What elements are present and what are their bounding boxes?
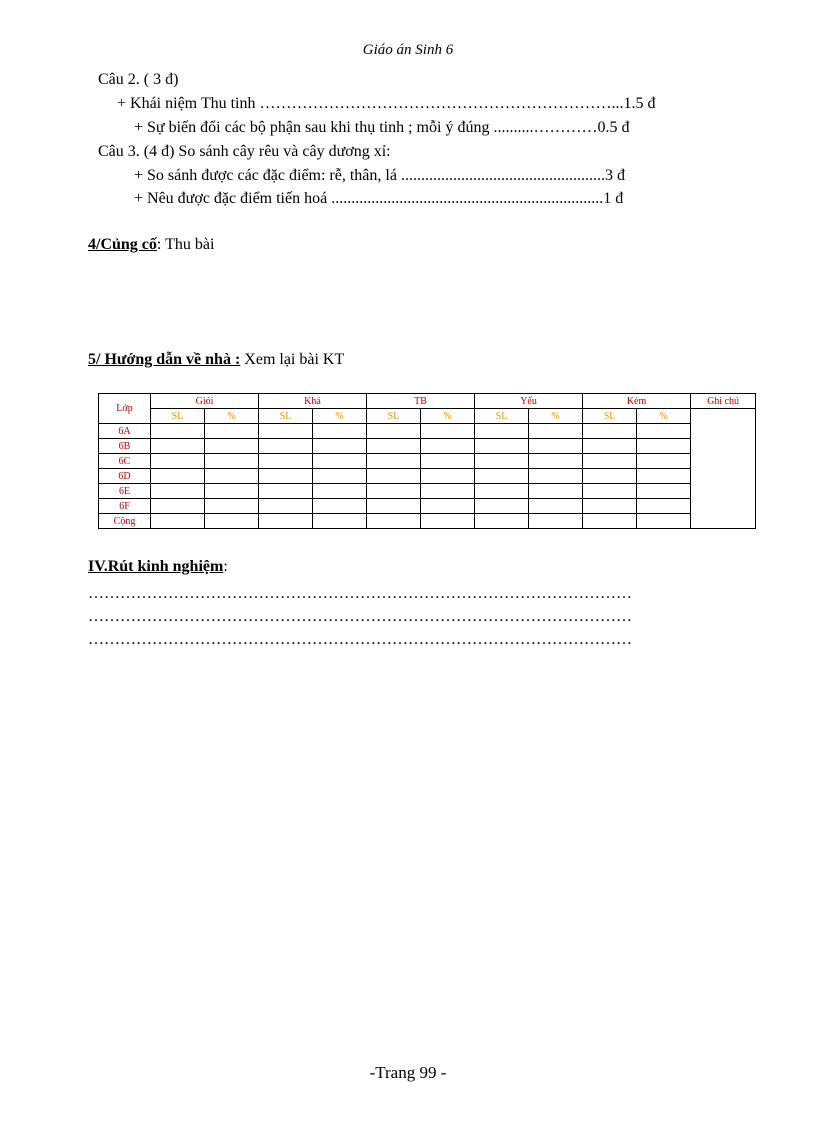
table-row (99, 484, 756, 499)
note-cell (691, 409, 756, 529)
question-2-item-2: + Sự biến đổi các bộ phận sau khi thụ tinh ; mỗi ý đúng ..........…………0.5 đ (134, 119, 630, 136)
question-3-item-1: + So sánh được các đặc điểm: rễ, thân, lá ...................................................3 đ (134, 167, 625, 184)
section-5-heading: 5/ Hướng dẫn về nhà : (88, 351, 241, 368)
question-2-line: Câu 2. ( 3 đ) (98, 71, 179, 88)
section-iv (88, 558, 228, 576)
table-subheader-row (99, 409, 756, 424)
group-header-kha: Khá (259, 394, 367, 409)
row-label: 6E (99, 484, 151, 499)
sub-header-sl: SL (583, 409, 637, 424)
row-label: 6C (99, 454, 151, 469)
question-3-line: Câu 3. (4 đ) So sánh cây rêu và cây dương xỉ: (98, 143, 391, 160)
table-row (99, 514, 756, 529)
sub-header-sl: SL (151, 409, 205, 424)
section-iv-colon: : (223, 558, 228, 575)
sub-header-sl: SL (259, 409, 313, 424)
question-2-item-1: + Khái niệm Thu tinh …………………………………………………………...1.5 đ (117, 95, 656, 112)
row-label: 6F (99, 499, 151, 514)
dotted-line: ………………………………………………………………………………………… (88, 585, 632, 602)
sub-header-sl: SL (475, 409, 529, 424)
group-header-tb: TB (367, 394, 475, 409)
table-row (99, 499, 756, 514)
group-header-yeu: Yếu (475, 394, 583, 409)
table-row (99, 439, 756, 454)
dotted-line: ………………………………………………………………………………………… (88, 608, 632, 625)
row-label: Cộng (99, 514, 151, 529)
sub-header-pct: % (421, 409, 475, 424)
sub-header-pct: % (205, 409, 259, 424)
section-4 (88, 236, 214, 254)
row-label: 6B (99, 439, 151, 454)
table-header-row (99, 394, 756, 409)
page-header: Giáo án Sinh 6 (362, 42, 454, 58)
grades-table (98, 393, 756, 529)
question-3-item-2: + Nêu được đặc điểm tiến hoá ....................................................................1 đ (134, 190, 624, 207)
table-row (99, 424, 756, 439)
section-4-heading: 4/Củng cố (88, 236, 157, 253)
note-header: Ghi chú (691, 394, 756, 409)
section-5-text: Xem lại bài KT (240, 351, 345, 368)
section-5 (88, 351, 344, 369)
row-label: 6A (99, 424, 151, 439)
page-footer: -Trang 99 - (369, 1063, 447, 1082)
group-header-gioi: Giỏi (151, 394, 259, 409)
row-label: 6D (99, 469, 151, 484)
sub-header-pct: % (637, 409, 691, 424)
sub-header-pct: % (313, 409, 367, 424)
section-iv-heading: IV.Rút kinh nghiệm (88, 558, 224, 575)
table-row (99, 454, 756, 469)
sub-header-sl: SL (367, 409, 421, 424)
lop-header: Lớp (99, 394, 151, 424)
table-row (99, 469, 756, 484)
section-4-text: : Thu bài (156, 236, 215, 253)
sub-header-pct: % (529, 409, 583, 424)
dotted-line: ………………………………………………………………………………………… (88, 631, 632, 648)
group-header-kem: Kém (583, 394, 691, 409)
